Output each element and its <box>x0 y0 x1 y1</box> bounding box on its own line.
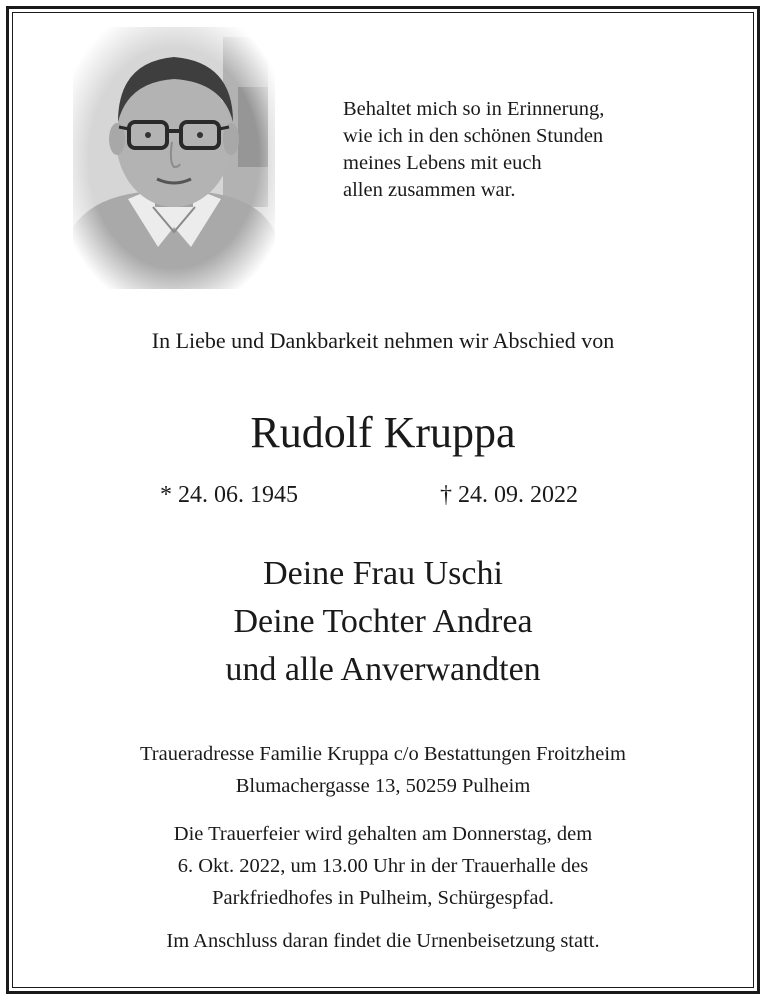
deceased-name: Rudolf Kruppa <box>250 408 516 457</box>
memorial-quote <box>343 96 703 204</box>
portrait-photo <box>73 27 275 289</box>
quote-line: Behaltet mich so in Erinnerung, <box>343 98 605 120</box>
ceremony-line: Parkfriedhofes in Pulheim, Schürgespfad. <box>212 887 554 909</box>
address-line: Blumachergasse 13, 50259 Pulheim <box>235 775 531 797</box>
funeral-ceremony-notice <box>0 818 766 914</box>
quote-line: allen zusammen war. <box>343 179 516 201</box>
ceremony-line: 6. Okt. 2022, um 13.00 Uhr in der Trauerhalle des <box>177 855 589 877</box>
mourner-line: Deine Frau Uschi <box>263 555 503 592</box>
portrait-illustration <box>73 27 275 289</box>
birth-date: * 24. 06. 1945 <box>160 482 298 508</box>
address-line: Traueradresse Familie Kruppa c/o Bestattungen Froitzheim <box>139 743 626 765</box>
mourner-line: und alle Anverwandten <box>225 651 541 688</box>
mourners-list <box>0 550 766 694</box>
farewell-text: In Liebe und Dankbarkeit nehmen wir Abschied von <box>151 328 615 353</box>
mourner-line: Deine Tochter Andrea <box>233 603 533 640</box>
ceremony-line: Die Trauerfeier wird gehalten am Donnerstag, dem <box>173 823 593 845</box>
quote-line: wie ich in den schönen Stunden <box>343 125 604 147</box>
death-date: † 24. 09. 2022 <box>440 482 578 508</box>
life-dates <box>0 482 766 516</box>
urn-burial-notice: Im Anschluss daran findet die Urnenbeisetzung statt. <box>166 930 600 952</box>
mourning-address <box>0 738 766 802</box>
quote-line: meines Lebens mit euch <box>343 152 542 174</box>
